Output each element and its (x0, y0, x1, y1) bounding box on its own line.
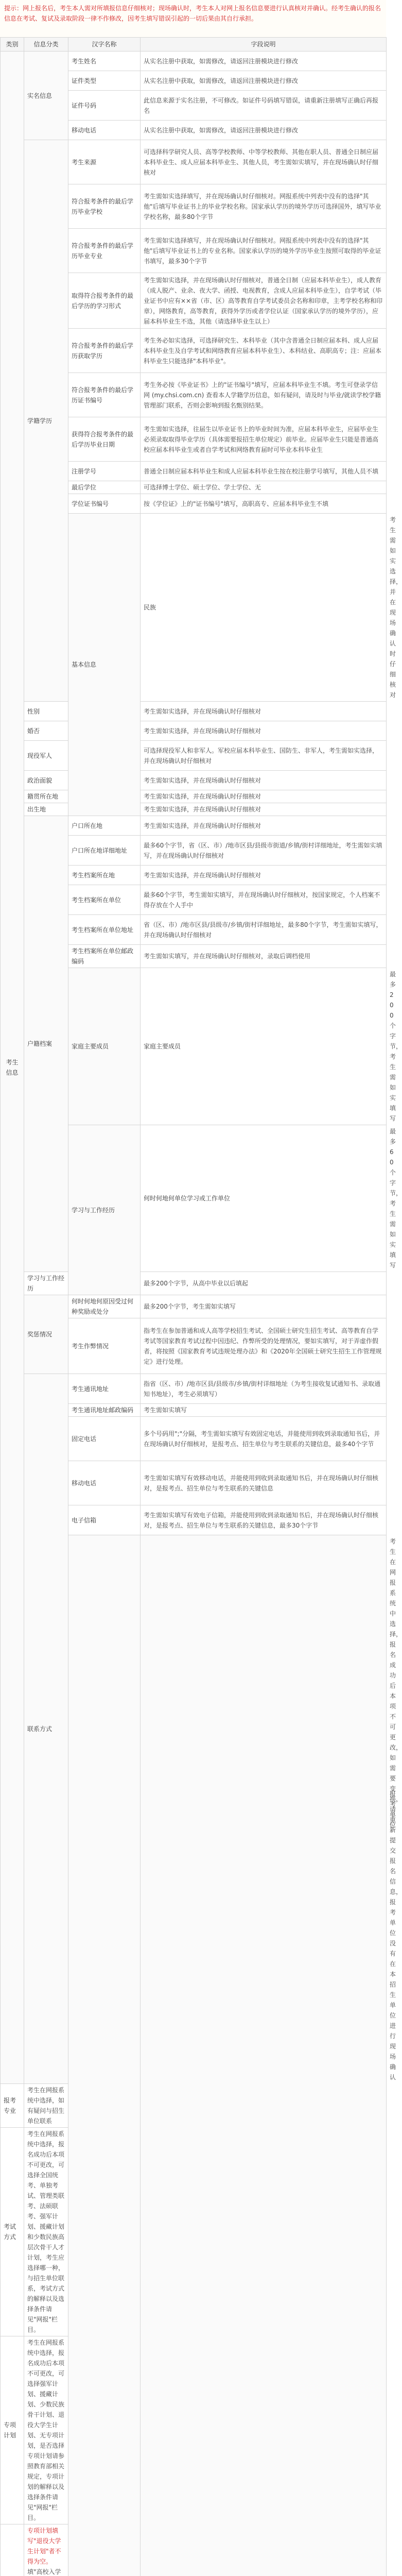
field-description-cell: 考生在网报系统中选择，报名成功后本项不可更改，可选择全国统考、单独考试、管理类联考、法硕联考、强军计划、援藏计划和少数民族高层次骨干人才计划，考生应选择哪一种，与招生单位联系，考试方式的解释以及选择条件请见"网报"栏目。 (24, 2128, 68, 2336)
field-name-cell: 移动电话 (68, 121, 141, 140)
field-name-cell: 考生来源 (68, 140, 141, 184)
field-name-cell: 考生档案所在单位地址 (68, 915, 141, 945)
field-description-cell: 指省（区、市）/地市区县/县级市/乡镇/街村详细地址（为考生接收复试通知书、录取通知书地址），考生必须填写） (141, 1374, 387, 1404)
field-name-cell: 学位证书编号 (68, 494, 141, 514)
subcategory-cell: 奖惩情况 (24, 1295, 68, 1374)
field-name-cell: 报考专业 (1, 2084, 24, 2128)
table-row (1, 1374, 387, 1404)
field-description-cell: 考生需如实选择，并在现场确认时仔细核对 (141, 866, 387, 885)
subcategory-cell: 实名信息 (24, 52, 68, 140)
field-name-cell: 政治面貌 (24, 771, 68, 790)
header-field-description: 字段说明 (141, 38, 387, 52)
field-name-cell: 取得符合报考条件的最后学历的学习形式 (68, 273, 141, 329)
table-row (1, 803, 387, 816)
field-description-cell: 最多60个字节，考生需如实填写，并在现场确认时仔细核对，按国家规定，个人档案不得存放在个人手中 (141, 885, 387, 915)
field-description-cell: 考生需如实填写有效移动电话，并能使用到收到录取通知书后，并在现场确认时仔细核对，是报考点、招生单位与考生联系的关键信息 (141, 1461, 387, 1505)
field-table (0, 37, 387, 2576)
table-row (1, 1295, 387, 1318)
field-description-cell: 专项计划填写"退役大学生计划"者不得为空。填"高校入学 (24, 2524, 68, 2576)
field-name-cell: 出生地 (24, 803, 68, 816)
header-category: 类别 (1, 38, 24, 52)
field-description-cell: 此信息来源于实名注册，不可修改。如证件号码填写错误，请重新注册填写正确后再报名 (141, 91, 387, 121)
field-name-cell: 何时何地何单位学习或工作单位 (141, 1125, 387, 1272)
field-name-cell: 民族 (141, 514, 387, 702)
notice-banner: 提示：网上报名后，考生本人需对所填报信息仔细核对；现场确认时，考生本人对网上报名信息要进行认真核对并确认。经考生确认的报名信息在考试、复试及录取阶段一律不作修改，因考生填写错误引起的一切后果由其自行承担。 (0, 0, 386, 37)
field-description-cell: 从实名注册中获取，如需修改，请返回注册模块进行修改 (141, 71, 387, 91)
subcategory-cell: 户籍档案 (24, 816, 68, 1272)
field-description-cell: 考生需如实填写有效电子信箱，并能使用到收到录取通知书后，并在现场确认时仔细核对，是报考点、招生单位与考生联系的关键信息，最多30个字节 (141, 1505, 387, 1535)
table-row (1, 771, 387, 790)
field-description-cell: 考生需如实填写，并在现场确认时仔细核对，录取后调档使用 (141, 945, 387, 968)
table-row: 基本信息 民族 考生需如实选择，并在现场确认时仔细核对 (1, 514, 387, 702)
field-description-cell: 普通全日制应届本科毕业生和成人应届本科毕业生按在校注册学号填写，其他人员不填 (141, 462, 387, 481)
field-description-cell: 可选择博士学位、硕士学位、学士学位、无 (141, 481, 387, 494)
field-name-cell: 考试方式 (1, 2128, 24, 2336)
field-description-cell: 最多200个字节，从高中毕业以后填起 (141, 1272, 387, 1295)
field-name-cell: 符合报考条件的最后学历毕业学校 (68, 184, 141, 229)
table-row (1, 52, 387, 71)
field-description-cell: 考生需如实选择填写，并在现场确认时仔细核对。网报系统中列表中没有的选择"其他"后填写毕业证书上的毕业学校名称。国家承认学历的境外学历可选择国外，填写毕业学校名称，最多80个字节 (141, 184, 387, 229)
subcategory-cell: 学籍学历 (24, 140, 68, 702)
header-field-name: 汉字名称 (68, 38, 141, 52)
subcategory-cell: 联系方式 (24, 1374, 68, 2084)
subcategory-cell: 学习与工作经历 (68, 1125, 141, 1295)
field-description-cell: 考生务必如实选择，可选择研究生、本科毕业（其中含普通全日制应届本科、成人应届本科毕业生及自学考试和网络教育应届本科毕业生）、本科结业、高职高专；注：应届本科毕业生只能选择"本科毕业"。 (141, 329, 387, 373)
subcategory-cell: 家庭主要成员 (68, 968, 141, 1125)
field-description-cell: 省（区、市）/地市区县/县级市/乡镇/街村详细地址，最多80个字节，考生需如实填写，并在现场确认时仔细核对 (141, 915, 387, 945)
field-description-cell: 按《学位证》上的"证书编号"填写，高职高专、应届本科毕业生不填 (141, 494, 387, 514)
field-name-cell: 注册学号 (68, 462, 141, 481)
table-row (1, 741, 387, 771)
table-row (1, 140, 387, 184)
field-name-cell: 婚否 (24, 721, 68, 741)
field-name-cell: 符合报考条件的最后学历获取学历 (68, 329, 141, 373)
field-description-cell: 考生需如实填写 (141, 1404, 387, 1417)
field-description-cell: 指考生在参加普通和成人高等学校招生考试、全国硕士研究生招生考试、高等教育自学考试等国家教育考试过程中因违纪、作弊所受的处理情况，要如实填写，对于弄虚作假者，将按照《国家教育考试违规处理办法》和《2020年全国硕士研究生招生工作管理规定》进行处理。 (141, 1318, 387, 1374)
field-description-cell: 考生需如实选择，并在现场确认时仔细核对 (141, 790, 387, 803)
table-row: 报考单位 考生在网报系统中选择，报名成功后本项不可更改，如需要变换，请重新提交报名信息，报考单位没有在本招生单位进行现场确认 (1, 1535, 387, 2084)
field-name-cell: 电子信箱 (68, 1505, 141, 1535)
header-subcategory: 信息分类 (24, 38, 68, 52)
subcategory-cell: 基本信息 (68, 514, 141, 816)
table-row (1, 1272, 387, 1295)
field-description-cell: 考生需如实选择，并在现场确认时仔细核对 (141, 721, 387, 741)
subcategory-cell (141, 1535, 387, 2576)
field-name-cell: 户口所在地 (68, 816, 141, 836)
field-description-cell: 考生需如实选择，并在现场确认时仔细核对 (141, 771, 387, 790)
table-row (1, 721, 387, 741)
field-description-cell: 最多200个字节，考生需如实填写 (141, 1295, 387, 1318)
field-name-cell: 固定电话 (68, 1417, 141, 1461)
field-name-cell: 最后学位 (68, 481, 141, 494)
field-description-cell: 考生在网报系统中选择，报名成功后本项不可更改，可选择强军计划、援藏计划、少数民族骨干计划、退役大学生计划、无专项计划，是否选择专项计划请参照教育部相关规定，专项计划的解释以及选择条件请见"网报"栏目。 (24, 2336, 68, 2524)
field-name-cell: 籍贯所在地 (24, 790, 68, 803)
table-row: 家庭主要成员 家庭主要成员 最多200个字节，考生需如实填写 (1, 968, 387, 1125)
field-name-cell (1, 2524, 24, 2576)
field-name-cell: 移动电话 (68, 1461, 141, 1505)
field-description-cell: 最多60个字节，省（区、市）/地市区县/县级市街道/乡镇/街村详细地址，考生需如实填写，并在现场确认时仔细核对 (141, 836, 387, 866)
field-description-cell: 考生需如实选择，并在现场确认时仔细核对 (141, 803, 387, 816)
table-row: 学习与工作经历 何时何地何单位学习或工作单位 最多60个字节，考生需如实填写 (1, 1125, 387, 1272)
field-name-cell: 何时何地何原因受过何种奖励或处分 (68, 1295, 141, 1318)
field-name-cell: 考生作弊情况 (68, 1318, 141, 1374)
table-row (1, 816, 387, 836)
field-description-cell: 从实名注册中获取，如需修改，请返回注册模块进行修改 (141, 121, 387, 140)
field-name-cell: 证件号码 (68, 91, 141, 121)
field-name-cell: 证件类型 (68, 71, 141, 91)
field-name-cell: 符合报考条件的最后学历证书编号 (68, 373, 141, 417)
field-description-cell: 考生需如实选择，并在现场确认时仔细核对 (141, 816, 387, 836)
field-description-cell: 考生务必按《毕业证书》上的"证书编号"填写，应届本科毕业生不填。考生可登录学信网 (my.chsi.com.cn) 查看本人学籍学历信息，如有疑问，请及时与毕业/就读学校学籍管理部门联系，否则会影响到报名甄别结果。 (141, 373, 387, 417)
field-name-cell: 考生档案所在单位邮政编码 (68, 945, 141, 968)
table-row (1, 702, 387, 721)
highlight-text: 专项计划填写"退役大学生计划"者不得为空。 (27, 2527, 61, 2565)
field-name-cell: 考生通讯地址 (68, 1374, 141, 1404)
field-name-cell: 现役军人 (24, 741, 68, 771)
table-header-row (1, 38, 387, 52)
category-cell: 考生信息 (1, 52, 24, 2084)
category-cell (68, 1535, 141, 2576)
field-name-cell: 符合报考条件的最后学历毕业专业 (68, 229, 141, 273)
field-description-cell: 从实名注册中获取，如需修改，请返回注册模块进行修改 (141, 52, 387, 71)
field-description-cell: 可选择现役军人和非军人。军校应届本科毕业生、国防生、非军人，考生需如实选择，并在现场确认时仔细核对 (141, 741, 387, 771)
field-name-cell: 考生档案所在地 (68, 866, 141, 885)
field-description-cell: 考生需如实选择，往届生以毕业证书上的毕业时间为准，应届本科毕业生，应届毕业生必须录取取得毕业学历（具体需要报招生单位规定）前毕业。应届毕业生只能是普通高校应届本科毕业生或者自学考试和网络教育届时可毕业本科毕业生 (141, 417, 387, 462)
field-description-cell: 多个号码用";"分隔，考生需如实填写有效固定电话，并能使用到收到录取通知书后，并在现场确认时仔细核对，是报考点、招生单位与考生联系的关键信息，最多40个字节 (141, 1417, 387, 1461)
field-name-cell: 性别 (24, 702, 68, 721)
field-name-cell: 学习与工作经历 (24, 1272, 68, 1295)
table-row (1, 790, 387, 803)
field-name-cell: 考生通讯地址邮政编码 (68, 1404, 141, 1417)
field-description-cell: 考生需如实选择填写，并在现场确认时仔细核对。网报系统中列表中没有的选择"其他"后填写毕业证书上的专业名称。国家承认学历的境外学历毕业生按照可取得的毕业证书填写，最多30个字节 (141, 229, 387, 273)
field-description-cell: 考生在网报系统中选择，如有疑问与招生单位联系 (24, 2084, 68, 2128)
field-name-cell: 专项计划 (1, 2336, 24, 2524)
field-name-cell: 家庭主要成员 (141, 968, 387, 1125)
field-name-cell: 户口所在地详细地址 (68, 836, 141, 866)
field-description-cell: 考生需如实选择，并在现场确认时仔细核对 (141, 702, 387, 721)
field-description-cell: 可选择科学研究人员、高等学校教师、中等学校教师、其他在职人员、普通全日制应届本科毕业生、成人应届本科毕业生、其他人员，考生需如实填写，并在现场确认时仔细核对 (141, 140, 387, 184)
field-name-cell: 考生档案所在单位 (68, 885, 141, 915)
field-description-cell: 考生需如实选择，并在现场确认时仔细核对，普通全日制（应届本科毕业生），成人教育（成人脱产、业余、夜大学、函授、电视教育，含成人应届本科毕业生），自学考试（毕业证书中应有××省（市、区）高等教育自学考试委员会名称和印章，主考学校名称和印章），网络教育，高等教育，获得外学历或者学位认证（国家承认学历的境外学历），应届本科毕业生不选，其他（请选择毕业生以上） (141, 273, 387, 329)
field-name-cell: 获得符合报考条件的最后学历毕业日期 (68, 417, 141, 462)
field-name-cell: 考生姓名 (68, 52, 141, 71)
